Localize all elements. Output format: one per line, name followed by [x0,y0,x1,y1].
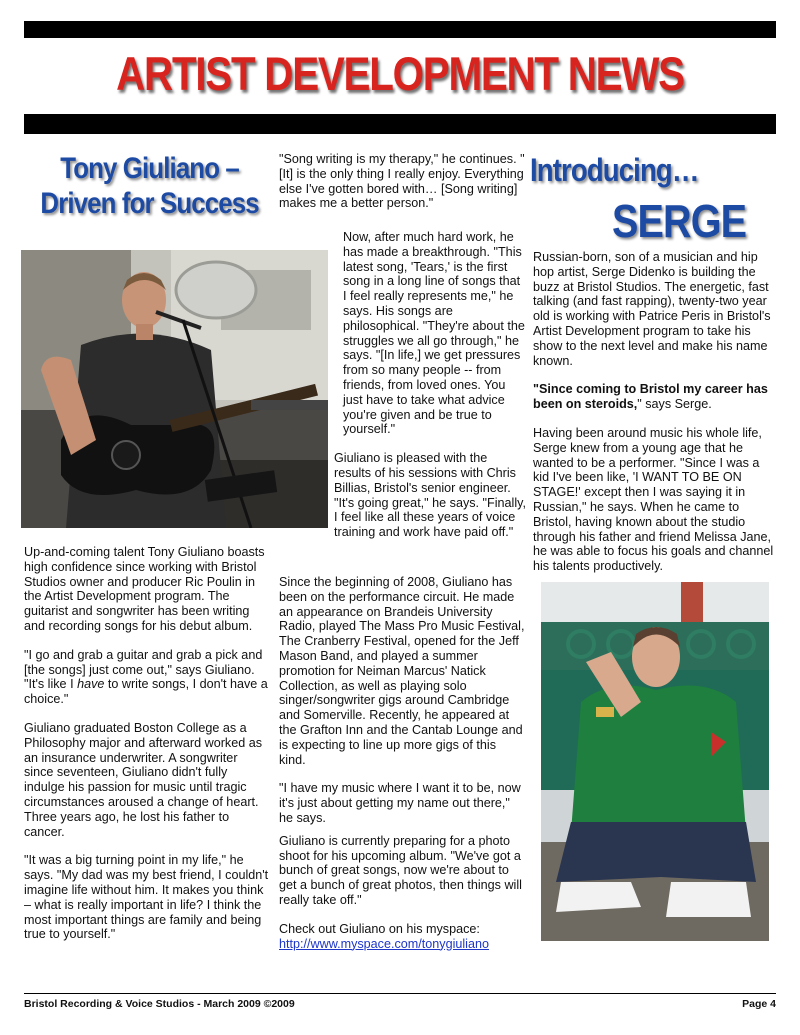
serge-column [533,250,776,588]
tony-column-2-top [279,152,525,225]
tony-paragraph: Giuliano is pleased with the results of his sessions with Chris Billias, Bristol's senior engineer. "It's going great," he says. "Finally, I feel like all these years of voice training and work have paid off." [334,451,526,540]
tony-paragraph: Giuliano graduated Boston College as a Philosophy major and afterward worked as an insurance underwriter. A songwriter since seventeen, Giuliano didn't fully indulge his passion for music until tragic circumstances aroused a change of heart. Three years ago, he lost his father to cancer. [24,720,263,839]
tony-column-2-bottom [279,575,525,965]
tony-paragraph: "Song writing is my therapy," he continues. "[It] is the only thing I really enjoy. Everything else I've gotten bored with… [Song writing] makes me a better person." [279,152,525,211]
masthead-title: ARTIST DEVELOPMENT NEWS [116,47,684,100]
serge-paragraph: Having been around music his whole life, Serge knew from a young age that he wanted to be a performer. "Since I was a kid I've been like, 'I WANT TO BE ON STAGE!' except then I was saying it in Russian," he says. When he came to Bristol, having known about the studio through his father and friend Melissa Jane, he was able to focus his goals and channel his talents productively. [533,425,774,574]
tony-headline [40,152,259,221]
footer-page-number: Page 4 [742,998,776,1010]
serge-headline-name: SERGE [612,195,747,247]
tony-paragraph: "I have my music where I want it to be, now it's just about getting my name out there," he says. [279,781,521,825]
tony-headline-line2: Driven for Success [40,186,259,220]
top-rule-bar [24,21,776,38]
tony-guitar-photo [21,250,328,528]
myspace-link[interactable]: http://www.myspace.com/tonygiuliano [279,936,489,951]
tony-quote-paragraph: "I go and grab a guitar and grab a pick and [the songs] just come out," says Giuliano. "It's like I have to write songs, I don't have a choice." [24,647,268,707]
tony-paragraph: Since the beginning of 2008, Giuliano has been on the performance circuit. He made an appearance on Brandeis University Radio, played The Mass Pro Music Festival, The Cranberry Festival, opened for the Jeff Mason Band, and played a summer promotion for Neiman Marcus' Natick Collection, as well as playing solo singer/songwriter gigs around Cambridge and Somerville. Recently, he appeared at the Grafton Inn and the Cantab Lounge and is expecting to line up more gigs of this kind. [279,575,525,767]
footer-rule [24,993,776,994]
myspace-paragraph [279,922,525,952]
footer-publication: Bristol Recording & Voice Studios - March 2009 ©2009 [24,998,295,1010]
tony-paragraph: Giuliano is currently preparing for a photo shoot for his upcoming album. "We've got a bunch of great songs, now we're about to get a bunch of great photos, then things will really take off." [279,833,522,907]
tony-headline-line1: Tony Giuliano – [60,152,239,185]
serge-quote-paragraph: "Since coming to Bristol my career has been on steroids," says Serge. [533,382,768,412]
myspace-label: Check out Giuliano on his myspace: [279,921,480,936]
serge-photo [541,582,769,941]
serge-paragraph: Russian-born, son of a musician and hip hop artist, Serge Didenko is building the buzz at Bristol Studios. The energetic, fast talking (and fast rapping), twenty-two year old is working with Patrice Peris in Bristol's Artist Development program to take his show to the next level and make his name known. [533,250,771,368]
tony-paragraph: Up-and-coming talent Tony Giuliano boasts high confidence since working with Bristol Studios owner and producer Ric Poulin in the Artist Development program. The guitarist and songwriter has been writing and recording songs for his debut album. [24,545,265,633]
tony-paragraph: Now, after much hard work, he has made a breakthrough. "This latest song, 'Tears,' is the first song in a long line of songs that I feel really represents me," he says. His songs are philosophical. "They're about the struggles we all go through," he says. "[In life,] we get pressures from so many people -- from friends, from loved ones. You just have to take what advice you're given and be true to yourself." [343,230,525,437]
tony-column-1 [24,545,269,956]
emphasis-text: have [77,677,105,692]
tony-paragraph: "It was a big turning point in my life," he says. "My dad was my best friend, I couldn't imagine life without him. It makes you think – what is really important in life? I think the most important things are family and being true to yourself." [24,853,269,942]
tony-column-2-wrap [334,230,526,554]
serge-bold-quote: "Since coming to Bristol my career has been on steroids, [533,382,768,412]
masthead-rule-bar [24,114,776,134]
serge-headline-intro: Introducing… [530,152,699,188]
